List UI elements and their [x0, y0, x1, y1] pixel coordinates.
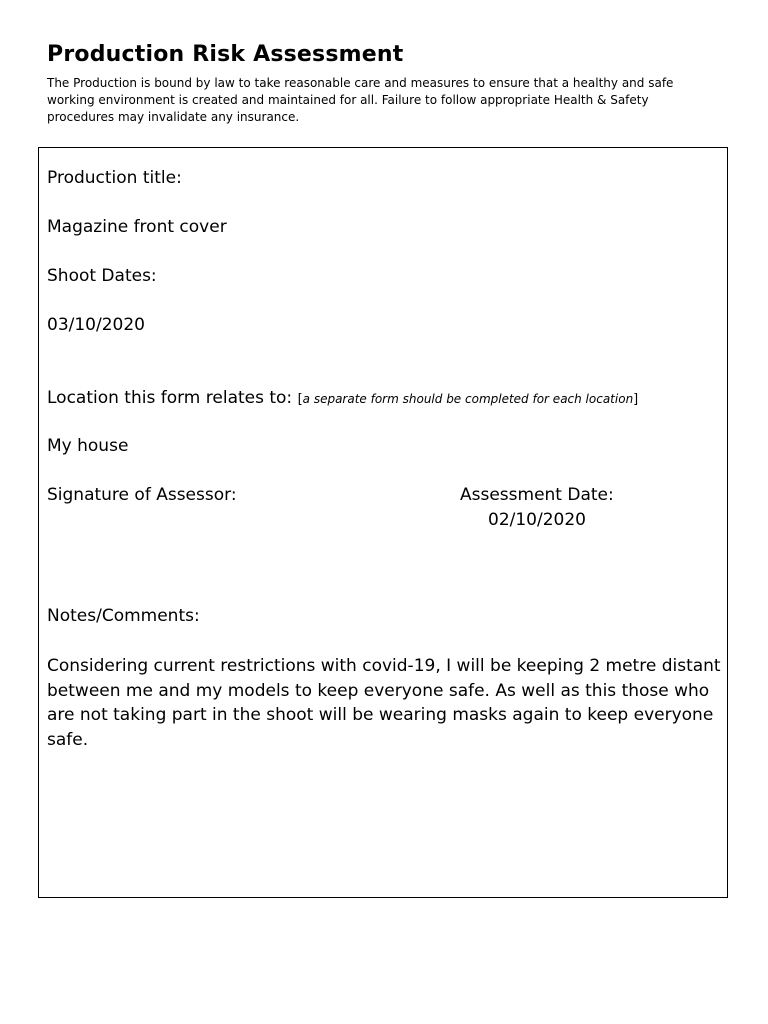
- notes-line: between me and my models to keep everyone safe. As well as this those who: [47, 680, 710, 701]
- production-title-value: Magazine front cover: [47, 217, 227, 237]
- location-note: a separate form should be completed for each location: [302, 392, 634, 406]
- notes-line: safe.: [47, 729, 89, 750]
- location-note-open: [: [297, 392, 303, 407]
- intro-paragraph: [47, 75, 727, 126]
- intro-line: procedures may invalidate any insurance.: [47, 110, 300, 124]
- assessment-date-value: 02/10/2020: [488, 510, 586, 530]
- notes-line: Considering current restrictions with covid-19, I will be keeping 2 metre distant: [47, 656, 721, 676]
- location-row: [47, 388, 638, 408]
- location-value: My house: [47, 436, 129, 456]
- shoot-dates-label: Shoot Dates:: [47, 266, 157, 286]
- assessment-date-label: Assessment Date:: [460, 485, 614, 505]
- notes-text: [47, 654, 727, 752]
- form-box: [38, 147, 728, 898]
- location-note-close: ]: [633, 392, 639, 407]
- shoot-dates-value: 03/10/2020: [47, 315, 145, 335]
- signature-label: Signature of Assessor:: [47, 485, 237, 505]
- production-title-label: Production title:: [47, 168, 182, 188]
- page-title: Production Risk Assessment: [47, 42, 404, 67]
- notes-label: Notes/Comments:: [47, 606, 200, 626]
- intro-line: working environment is created and maintained for all. Failure to follow appropriate Health & Safety: [47, 93, 649, 107]
- intro-line: The Production is bound by law to take reasonable care and measures to ensure that a healthy and safe: [47, 76, 674, 90]
- location-label: Location this form relates to:: [47, 388, 293, 408]
- notes-line: are not taking part in the shoot will be wearing masks again to keep everyone: [47, 705, 714, 725]
